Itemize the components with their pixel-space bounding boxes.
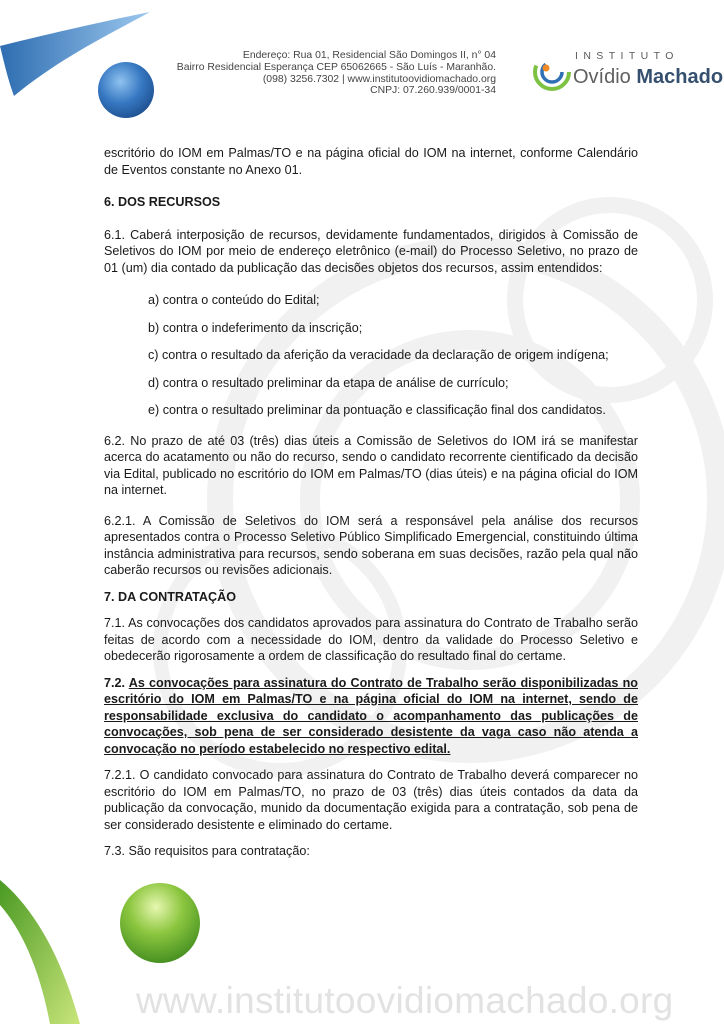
logo-name-light: Ovídio <box>573 66 637 88</box>
header-address <box>136 50 496 97</box>
document-body <box>104 145 638 860</box>
address-line: Endereço: Rua 01, Residencial São Domingos II, n° 04 <box>242 50 496 61</box>
logo-name-bold: Machado <box>636 66 724 88</box>
logo-top-text: INSTITUTO <box>575 50 679 62</box>
list-item: e) contra o resultado preliminar da pontuação e classificação final dos candidatos. <box>148 403 606 417</box>
logo-swirl-icon <box>530 48 574 96</box>
green-ball <box>120 883 200 963</box>
list-item: a) contra o conteúdo do Edital; <box>148 293 320 307</box>
paragraph-6-2-1: 6.2.1. A Comissão de Seletivos do IOM será a responsável pela análise dos recursos apresentados contra o Processo Seletivo Público Simplificado Emergencial, constituindo última instância administrativa para recursos, sendo soberana em suas decisões, razão pela qual não caberão recursos ou revisões adicionais. <box>104 513 638 577</box>
paragraph-7-1: 7.1. As convocações dos candidatos aprovados para assinatura do Contrato de Trabalho serão feitas de acordo com a necessidade do IOM, dentro da validade do Processo Seletivo e obedecerão rigorosamente a ordem de classificação do resultado final do certame. <box>104 616 638 663</box>
list-item: b) contra o indeferimento da inscrição; <box>148 320 363 335</box>
address-line: (098) 3256.7302 | www.institutoovidiomachado.org <box>262 73 496 85</box>
institute-logo <box>530 44 724 104</box>
paragraph-7-2-text: As convocações para assinatura do Contrato de Trabalho serão disponibilizadas no escritório do IOM em Palmas/TO e na página oficial do IOM na internet, sendo de responsabilidade exclusiva do candidato o acompanhamento das publicações de convocações, sob pena de ser considerado desistente da vaga caso não atenda a convocação no período estabelecido no respectivo edital. <box>104 675 638 756</box>
list-item: c) contra o resultado da aferição da veracidade da declaração de origem indígena; <box>148 348 609 362</box>
green-swoosh <box>0 880 80 1024</box>
section-6-title: 6. DOS RECURSOS <box>104 195 221 209</box>
list-item: d) contra o resultado preliminar da etapa de análise de currículo; <box>148 375 509 390</box>
section-7-title: 7. DA CONTRATAÇÃO <box>104 589 236 604</box>
paragraph-7-2-1: 7.2.1. O candidato convocado para assinatura do Contrato de Trabalho deverá comparecer no escritório do IOM em Palmas/TO, no prazo de 03 (três) dias úteis contados da data da publicação da convocação, munido da documentação exigida para a contratação, sob pena de ser considerado desistente e eliminado do certame. <box>104 768 638 832</box>
paragraph-7-2-number: 7.2. <box>104 675 129 690</box>
footer-website: www.institutoovidiomachado.org <box>136 980 674 1021</box>
logo-name <box>573 66 723 89</box>
address-line: CNPJ: 07.260.939/0001-34 <box>370 85 496 97</box>
paragraph-6-2: 6.2. No prazo de até 03 (três) dias úteis a Comissão de Seletivos do IOM irá se manifestar acerca do acatamento ou não do recurso, sendo o candidato recorrente cientificado da decisão via Edital, publicado no escritório do IOM em Palmas/TO (dias úteis) e na página oficial do IOM na internet. <box>104 433 638 497</box>
paragraph-6-1: 6.1. Caberá interposição de recursos, devidamente fundamentados, dirigidos à Comissão de Seletivos do IOM por meio de endereço eletrônico (e-mail) do Processo Seletivo, no prazo de 01 (um) dia contado da publicação das decisões objetos dos recursos, assim entendidos: <box>104 227 638 275</box>
intro-paragraph: escritório do IOM em Palmas/TO e na página oficial do IOM na internet, conforme Calendário de Eventos constante no Anexo 01. <box>104 146 638 177</box>
address-line: Bairro Residencial Esperança CEP 65062665 - São Luís - Maranhão. <box>176 61 496 73</box>
paragraph-7-2 <box>104 675 638 758</box>
paragraph-7-3: 7.3. São requisitos para contratação: <box>104 844 310 858</box>
